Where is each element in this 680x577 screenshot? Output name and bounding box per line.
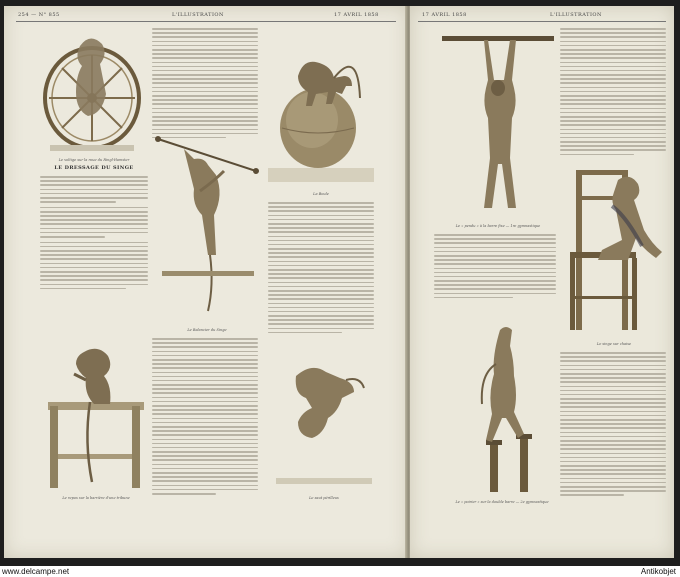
middle-column-text-bottom [152, 338, 258, 497]
caption-rail: Le repos sur la barrière d'une tribune [62, 496, 130, 500]
right-date: 17 AVRIL 1858 [422, 12, 467, 18]
pole-monkey-illustration [154, 131, 260, 316]
right-column-text [268, 202, 374, 336]
hanging-monkey-illustration [440, 30, 556, 222]
right-page [410, 6, 674, 558]
right-page-text-bottom [560, 352, 666, 499]
caption-ball: La Boule [313, 192, 329, 196]
left-masthead: L'ILLUSTRATION [172, 12, 224, 18]
ball-monkey-illustration [268, 36, 374, 186]
caption-hanging: Le « pendu » à la barre fixe — 1re gymnastique [455, 224, 541, 228]
left-page-number: 254 — N° 855 [18, 12, 60, 18]
caption-pole: Le Balancier du Singe [187, 328, 227, 332]
watermark-bar [0, 566, 680, 577]
article-title: LE DRESSAGE DU SINGE [54, 165, 134, 171]
right-header-rule [418, 21, 666, 22]
left-date: 17 AVRIL 1858 [334, 12, 379, 18]
handstand-monkey-illustration [450, 324, 560, 496]
wheel-monkey-illustration [40, 28, 144, 156]
caption-tumble: Le saut périlleux [309, 496, 339, 500]
tumble-monkey-illustration [276, 356, 372, 496]
right-page-text-top [560, 28, 666, 158]
monkey-on-rail-illustration [44, 344, 148, 492]
middle-column-text-top [152, 28, 258, 141]
header-rule [16, 21, 396, 22]
right-page-text-middle [434, 234, 556, 301]
left-column-text [40, 176, 148, 292]
watermark-left[interactable]: www.delcampe.net [2, 567, 70, 576]
caption-handstand: Le « poirier » sur la double barre — 2e gymnastique [455, 500, 549, 504]
caption-wheel: Le voltige sur la roue du Ringl-Hamster [58, 158, 130, 162]
watermark-right[interactable]: Antikobjet [640, 567, 676, 576]
right-masthead: L'ILLUSTRATION [550, 12, 602, 18]
chair-monkey-illustration [562, 166, 666, 338]
left-page [4, 6, 408, 558]
caption-chair: Le singe sur chaise [596, 342, 632, 346]
